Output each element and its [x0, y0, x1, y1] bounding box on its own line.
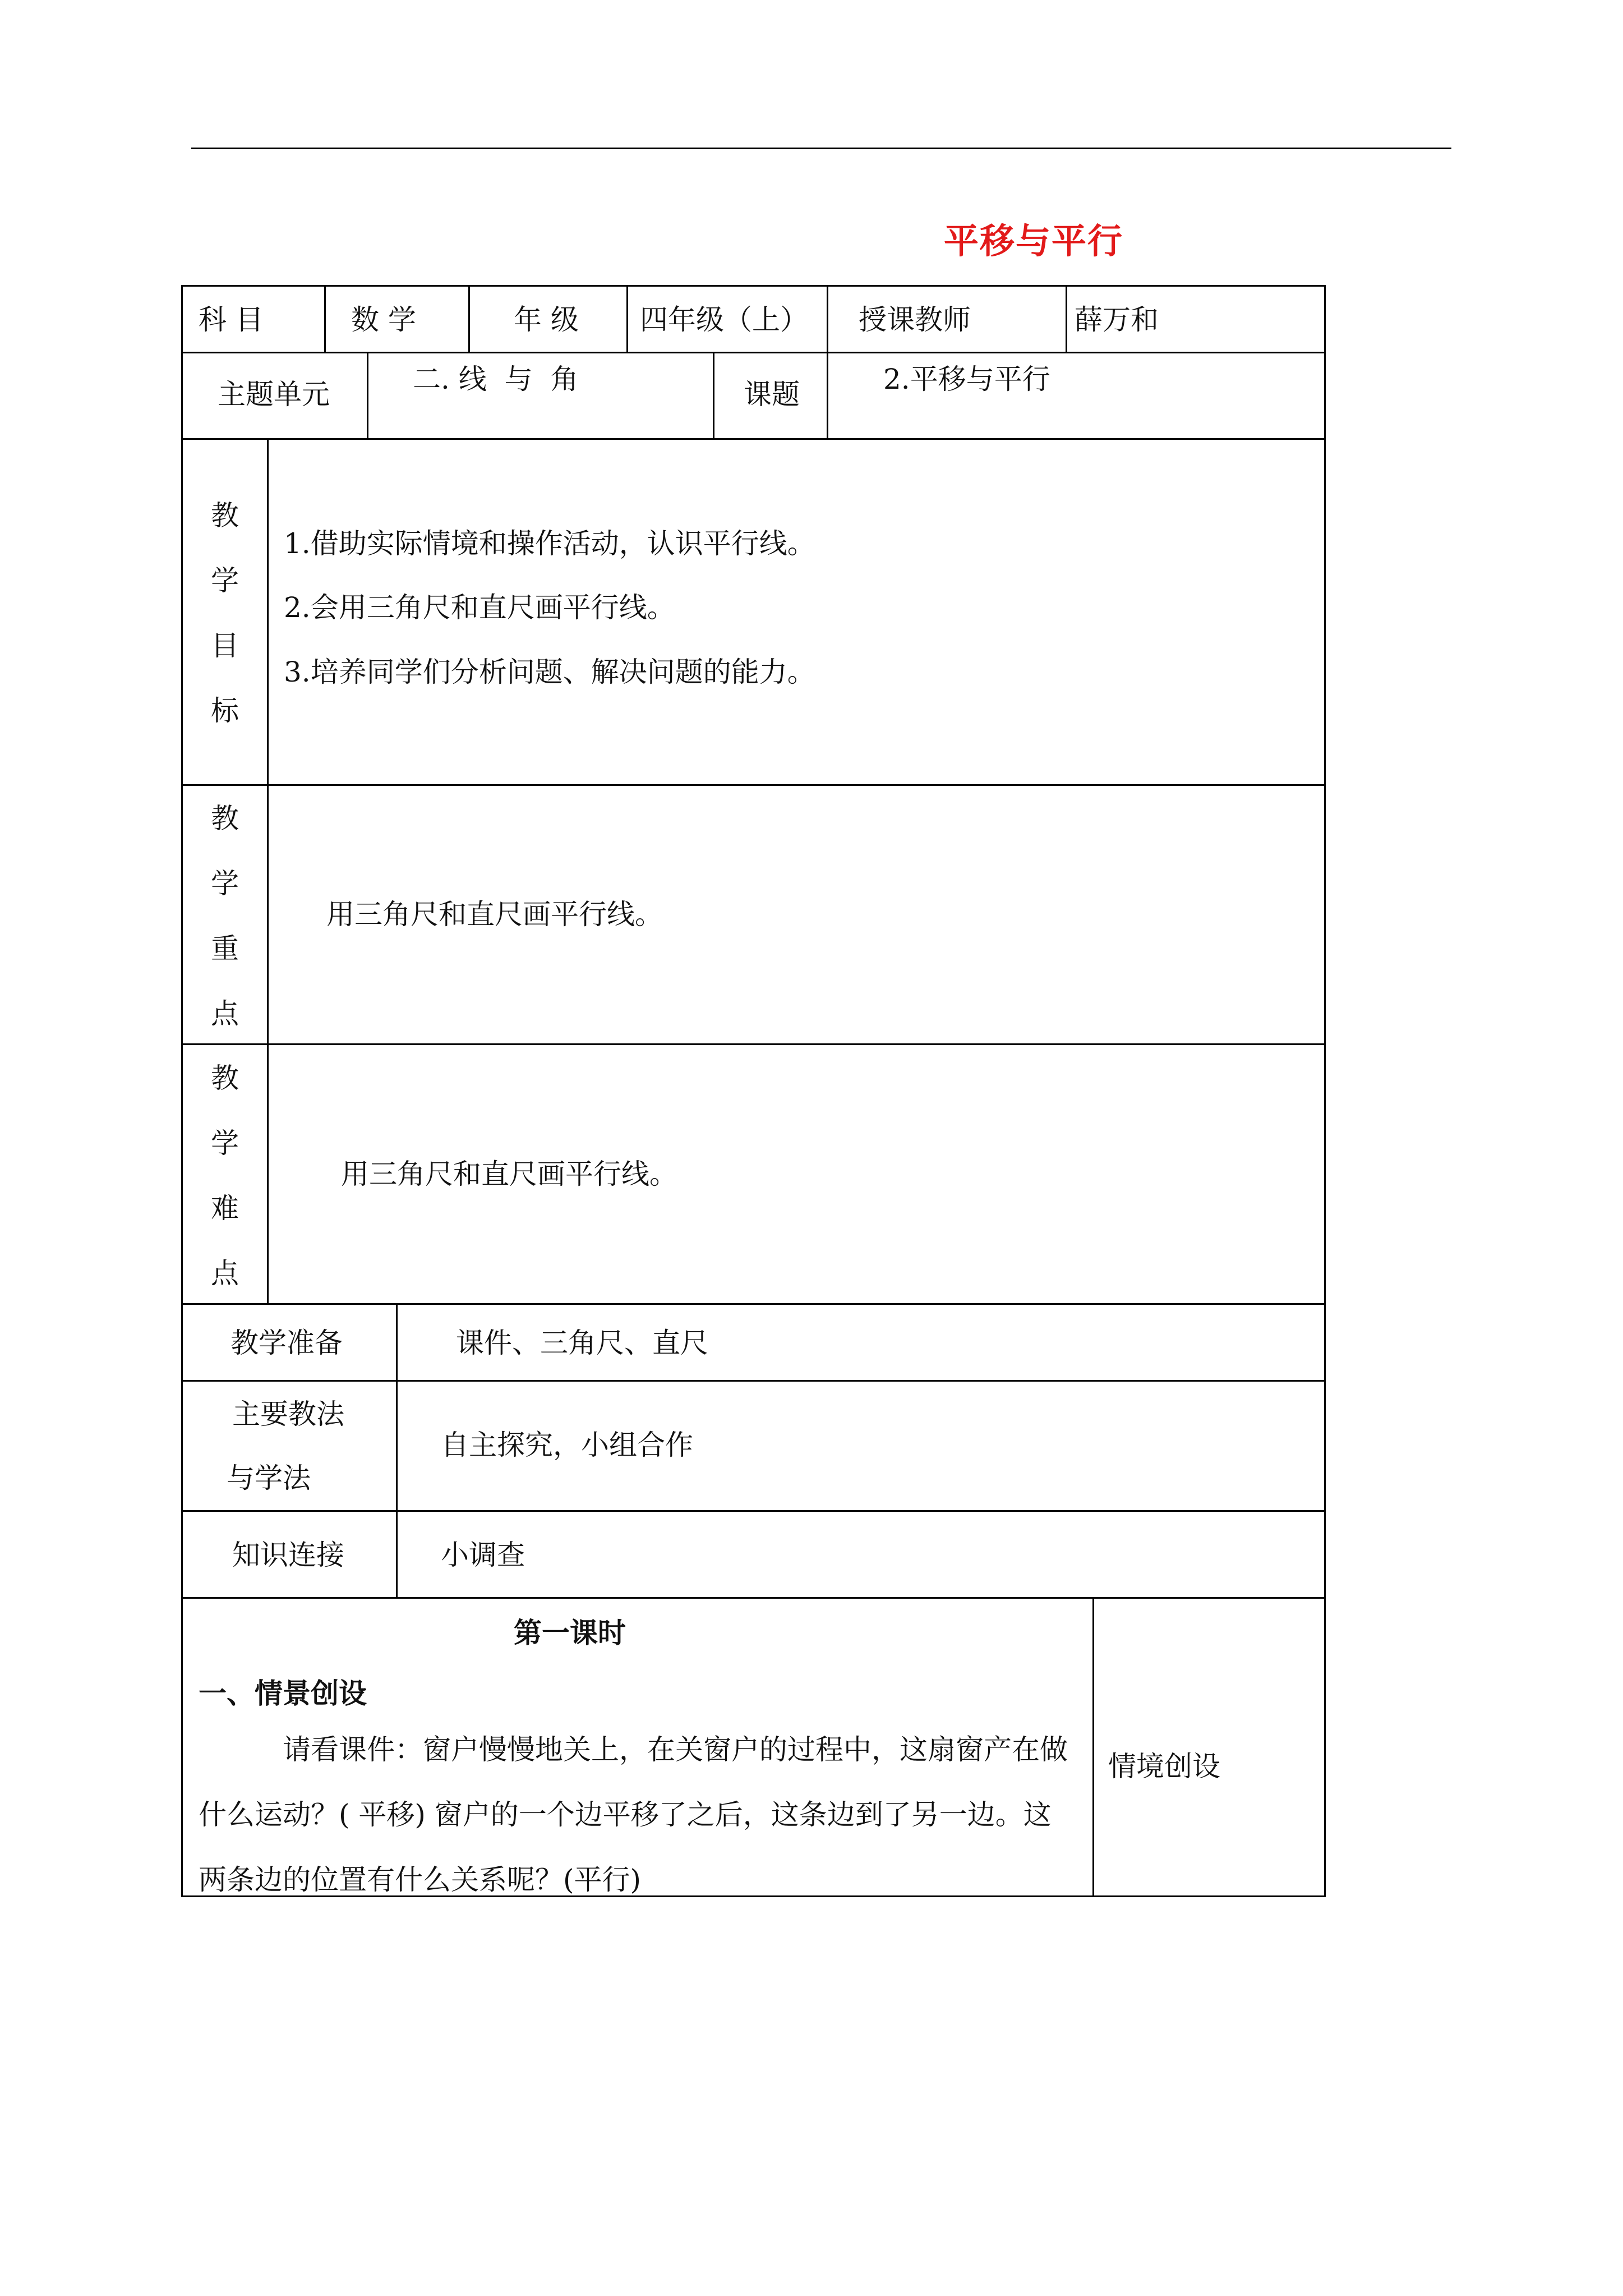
key-point-label: 教 学 重 点 [211, 802, 239, 1030]
lesson-label: 课题 [744, 378, 800, 411]
col-divider [626, 287, 628, 352]
preparation-value: 课件、三角尺、直尺 [456, 1327, 708, 1359]
col-divider [827, 287, 828, 352]
unit-value: 二. 线 与 角 [413, 363, 579, 395]
subject-value: 数 学 [351, 303, 416, 336]
col-divider [1092, 1597, 1094, 1895]
row-divider [183, 1303, 1324, 1305]
methods-label-line2: 与学法 [227, 1462, 311, 1494]
methods-label-line1: 主要教法 [232, 1398, 344, 1430]
difficulty-text: 用三角尺和直尺画平行线。 [341, 1158, 677, 1190]
subject-label: 科 目 [199, 303, 264, 336]
col-divider [396, 1303, 398, 1597]
col-divider [267, 438, 269, 1303]
lesson-value: 2.平移与平行 [883, 363, 1050, 395]
row-divider [183, 1043, 1324, 1045]
row-divider [183, 438, 1324, 440]
goal-item-3: 3.培养同学们分析问题、解决问题的能力。 [284, 656, 815, 688]
grade-label: 年 级 [514, 303, 579, 336]
col-divider [468, 287, 470, 352]
row-divider [183, 1510, 1324, 1512]
goals-label: 教 学 目 标 [211, 499, 239, 727]
teacher-value: 薛万和 [1075, 303, 1159, 336]
col-divider [324, 287, 326, 352]
col-divider [713, 352, 714, 438]
goal-item-1: 1.借助实际情境和操作活动，认识平行线。 [284, 527, 815, 560]
lesson-plan-table [181, 285, 1326, 1897]
preparation-label: 教学准备 [230, 1327, 343, 1359]
teacher-label: 授课教师 [859, 303, 971, 336]
header-rule [191, 148, 1451, 149]
difficulty-label: 教 学 难 点 [211, 1062, 239, 1290]
methods-value: 自主探究，小组合作 [441, 1429, 693, 1461]
col-divider [367, 352, 368, 438]
unit-label: 主题单元 [218, 378, 330, 411]
row-divider [183, 784, 1324, 786]
row-divider [183, 352, 1324, 353]
lesson-period: 第一课时 [514, 1617, 626, 1649]
row-divider [183, 1597, 1324, 1599]
col-divider [827, 352, 828, 438]
col-divider [1066, 287, 1067, 352]
side-note: 情境创设 [1108, 1750, 1220, 1783]
knowledge-label: 知识连接 [232, 1539, 344, 1571]
knowledge-value: 小调查 [441, 1539, 525, 1571]
lesson-body: 请看课件：窗户慢慢地关上，在关窗户的过程中，这扇窗产在做什么运动？( 平移) 窗户的一个边平移了之后，这条边到了另一边。这两条边的位置有什么关系呢？(平行) [199, 1733, 1068, 1896]
key-point-text: 用三角尺和直尺画平行线。 [326, 898, 663, 931]
goal-item-2: 2.会用三角尺和直尺画平行线。 [284, 591, 675, 624]
section-title: 一、情景创设 [199, 1677, 367, 1710]
grade-value: 四年级（上） [640, 303, 808, 336]
document-title: 平移与平行 [944, 220, 1124, 261]
row-divider [183, 1380, 1324, 1382]
